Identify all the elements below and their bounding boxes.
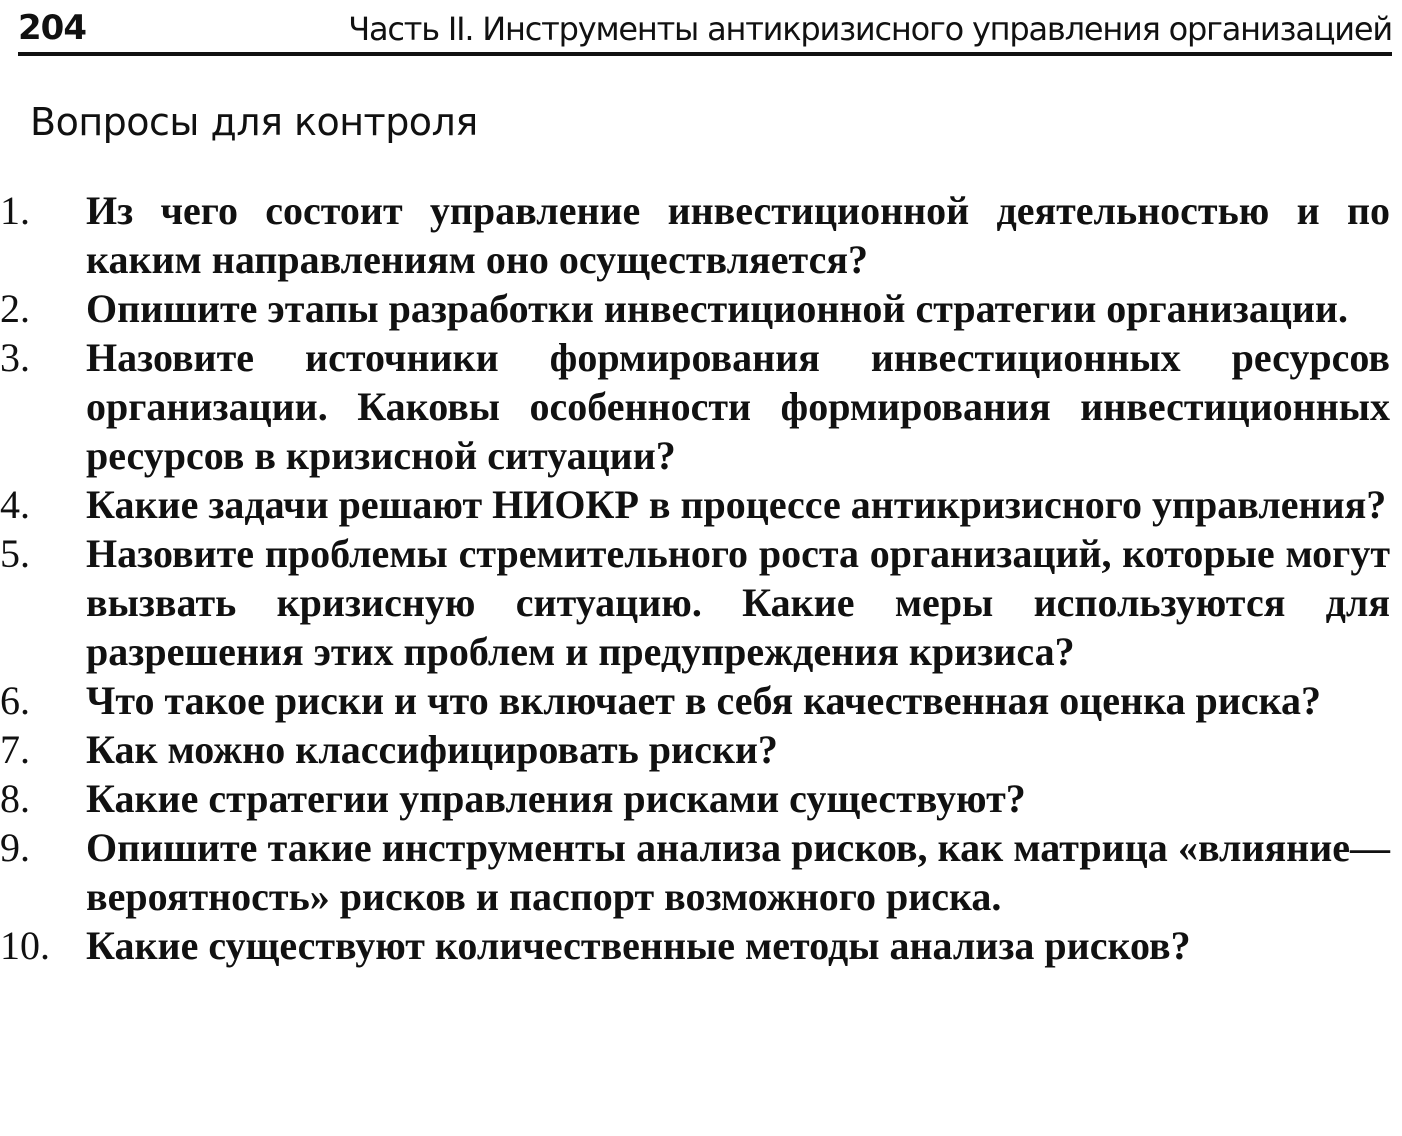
question-item	[0, 480, 1402, 529]
running-header	[18, 2, 1392, 56]
section-heading: Вопросы для контроля	[30, 100, 478, 144]
question-number: 1.	[0, 188, 30, 233]
question-text: Что такое риски и что включает в себя качественная оценка риска?	[86, 678, 1321, 723]
question-number: 9.	[0, 825, 30, 870]
question-item	[0, 333, 1402, 480]
question-text: Из чего состоит управление инвестиционной деятельностью и по каким направлениям оно осуществляется?	[86, 188, 1390, 282]
question-number: 3.	[0, 335, 30, 380]
question-text: Какие стратегии управления рисками существуют?	[86, 776, 1026, 821]
page-number: 204	[18, 8, 86, 48]
question-text: Назовите источники формирования инвестиционных ресурсов организации. Каковы особенности формирования инвестиционных ресурсов в кризисной ситуации?	[86, 335, 1390, 478]
question-number: 7.	[0, 727, 30, 772]
question-item	[0, 823, 1402, 921]
question-text: Какие существуют количественные методы анализа рисков?	[86, 923, 1191, 968]
question-number: 4.	[0, 482, 30, 527]
question-number: 10.	[0, 923, 50, 968]
question-item	[0, 186, 1402, 284]
question-item	[0, 284, 1402, 333]
question-item	[0, 725, 1402, 774]
questions-list	[0, 186, 1402, 970]
question-number: 6.	[0, 678, 30, 723]
question-item	[0, 921, 1402, 970]
question-number: 5.	[0, 531, 30, 576]
question-text: Опишите такие инструменты анализа рисков, как матрица «влияние—вероятность» рисков и паспорт возможного риска.	[86, 825, 1390, 919]
question-text: Какие задачи решают НИОКР в процессе антикризисного управления?	[86, 482, 1387, 527]
question-number: 2.	[0, 286, 30, 331]
running-title: Часть II. Инструменты антикризисного управления организацией	[348, 10, 1392, 48]
question-text: Как можно классифицировать риски?	[86, 727, 778, 772]
question-item	[0, 676, 1402, 725]
question-text: Назовите проблемы стремительного роста организаций, которые могут вызвать кризисную ситуацию. Какие меры используются для разрешения этих проблем и предупреждения кризиса?	[86, 531, 1390, 674]
question-number: 8.	[0, 776, 30, 821]
question-item	[0, 774, 1402, 823]
question-text: Опишите этапы разработки инвестиционной стратегии организации.	[86, 286, 1348, 331]
question-item	[0, 529, 1402, 676]
